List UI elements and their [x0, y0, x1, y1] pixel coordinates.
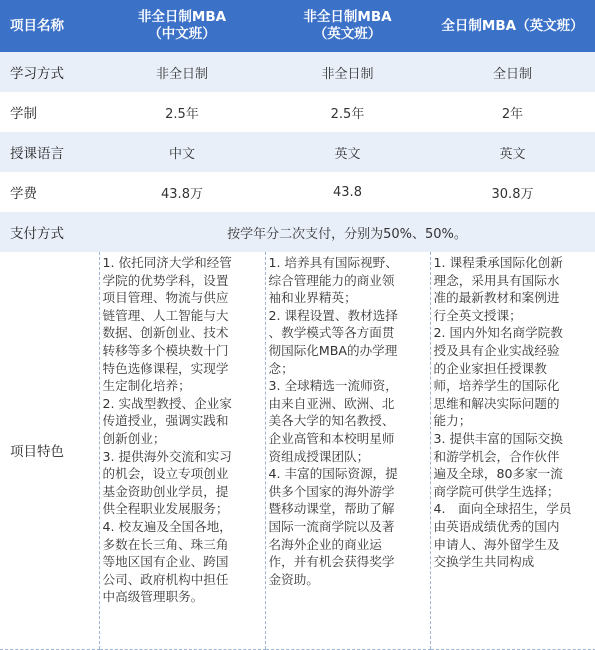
feature-line: 国际一流商学院以及著: [268, 518, 395, 534]
feature-line: 学院的优势学科，设置: [102, 272, 229, 288]
feature-line: 金资助。: [268, 571, 319, 587]
feature-line: 传道授业，强调实践和: [102, 413, 229, 429]
feature-line: 4. 面向全球招生，学员: [433, 501, 572, 517]
feature-line: 3. 提供海外交流和实习: [102, 448, 232, 464]
feature-line: 理念，采用具有国际水: [433, 272, 560, 288]
header-parttime-chinese: [99, 0, 265, 52]
row-label-language: 授课语言: [0, 132, 99, 172]
feature-line: 公司、政府机构中担任: [102, 571, 229, 587]
cell-duration-c3: 2年: [430, 92, 595, 132]
features-col-parttime-english: [265, 252, 430, 649]
header-project-name: 项目名称: [0, 0, 99, 52]
feature-line: 转移等多个模块数十门: [102, 342, 229, 358]
row-label-fee: 学费: [0, 172, 99, 212]
row-label-study-mode: 学习方式: [0, 52, 99, 92]
feature-line: 暨移动课堂，帮助了解: [268, 501, 395, 517]
cell-language-c1: 中文: [99, 132, 265, 172]
cell-fee-c3: 30.8万: [430, 172, 595, 212]
feature-line: 特色选修课程，实现学: [102, 360, 229, 376]
feature-line: 1. 培养具有国际视野、: [268, 255, 398, 270]
feature-line: 美各大学的知名教授、: [268, 413, 395, 429]
header-parttime-english-title: 非全日制MBA: [303, 9, 392, 25]
row-features: [0, 252, 595, 649]
feature-line: 商学院可供学生选择；: [433, 483, 560, 499]
feature-line: 等地区国有企业、跨国: [102, 554, 229, 570]
feature-line: 名海外企业的商业运: [268, 536, 382, 552]
row-fee: [0, 172, 595, 212]
feature-line: 2. 课程设置、教材选择: [268, 307, 398, 323]
features-col-fulltime-english: [430, 252, 595, 649]
feature-line: 申请人、海外留学生及: [433, 536, 560, 552]
feature-line: 行全英文授课；: [433, 307, 522, 323]
feature-line: 遍及全球，80多家一流: [433, 466, 563, 482]
cell-mode-c2: 非全日制: [265, 52, 430, 92]
feature-line: 4. 丰富的国际资源，提: [268, 466, 398, 482]
feature-line: 供多个国家的海外游学: [268, 483, 395, 499]
feature-line: 3. 全球精选一流师资，: [268, 378, 398, 394]
feature-line: 和游学机会，合作伙伴: [433, 448, 560, 464]
row-study-mode: [0, 52, 595, 92]
feature-line: 2. 国内外知名商学院教: [433, 325, 563, 341]
cell-language-c2: 英文: [265, 132, 430, 172]
row-language: [0, 132, 595, 172]
feature-line: 作，并有机会获得奖学: [268, 554, 395, 570]
row-duration: [0, 92, 595, 132]
cell-fee-c1: 43.8万: [99, 172, 265, 212]
cell-mode-c1: 非全日制: [99, 52, 265, 92]
feature-line: 2. 实战型教授、企业家: [102, 395, 232, 411]
feature-line: 企业高管和本校明星师: [268, 430, 395, 446]
feature-line: 供全程职业发展服务；: [102, 501, 229, 517]
feature-line: 师，培养学生的国际化: [433, 378, 560, 394]
feature-line: 基金资助创业学员，提: [102, 483, 229, 499]
feature-line: 创新创业；: [102, 430, 166, 446]
feature-line: 项目管理、物流与供应: [102, 290, 229, 306]
feature-line: 彻国际化MBA的办学理: [268, 342, 398, 358]
feature-line: 1. 课程秉承国际化创新: [433, 255, 563, 270]
row-payment: [0, 212, 595, 252]
cell-mode-c3: 全日制: [430, 52, 595, 92]
cell-duration-c1: 2.5年: [99, 92, 265, 132]
feature-line: 资组成授课团队；: [268, 448, 370, 464]
feature-line: 交换学生共同构成: [433, 554, 535, 570]
feature-line: 1. 依托同济大学和经管: [102, 255, 232, 270]
feature-line: 由来自亚洲、欧洲、北: [268, 395, 395, 411]
features-col-parttime-chinese: [99, 252, 265, 649]
feature-line: 的企业家担任授课教: [433, 360, 547, 376]
row-label-payment: 支付方式: [0, 212, 99, 252]
feature-line: 袖和业界精英；: [268, 290, 357, 306]
header-fulltime-english: 全日制MBA（英文班）: [430, 0, 595, 52]
cell-language-c3: 英文: [430, 132, 595, 172]
feature-line: 多数在长三角、珠三角: [102, 536, 229, 552]
feature-line: 数据、创新创业、技术: [102, 325, 229, 341]
feature-line: 链管理、人工智能与大: [102, 307, 229, 323]
feature-line: 生定制化培养；: [102, 378, 191, 394]
row-label-duration: 学制: [0, 92, 99, 132]
cell-fee-c2: 43.8: [265, 172, 430, 212]
header-parttime-chinese-title: 非全日制MBA: [137, 9, 227, 25]
feature-line: 由英语成绩优秀的国内: [433, 518, 560, 534]
feature-line: 能力；: [433, 413, 472, 429]
feature-line: 准的最新教材和案例进: [433, 290, 560, 306]
feature-line: 念；: [268, 360, 294, 376]
feature-line: 中高级管理职务。: [102, 589, 204, 605]
header-parttime-english: [265, 0, 430, 52]
header-parttime-chinese-sub: （中文班）: [148, 26, 216, 42]
cell-payment-text: 按学年分二次支付，分别为50%、50%。: [99, 212, 595, 252]
feature-line: 4. 校友遍及全国各地，: [102, 518, 232, 534]
row-label-features: 项目特色: [0, 252, 99, 649]
feature-line: 3. 提供丰富的国际交换: [433, 430, 563, 446]
feature-line: 授及具有企业实战经验: [433, 342, 560, 358]
cell-duration-c2: 2.5年: [265, 92, 430, 132]
header-parttime-english-sub: （英文班）: [313, 26, 382, 42]
feature-line: 、教学模式等各方面贯: [268, 325, 395, 341]
feature-line: 的机会，设立专项创业: [102, 466, 229, 482]
feature-line: 思维和解决实际问题的: [433, 395, 560, 411]
header-row: [0, 0, 595, 52]
feature-line: 综合管理能力的商业领: [268, 272, 395, 288]
